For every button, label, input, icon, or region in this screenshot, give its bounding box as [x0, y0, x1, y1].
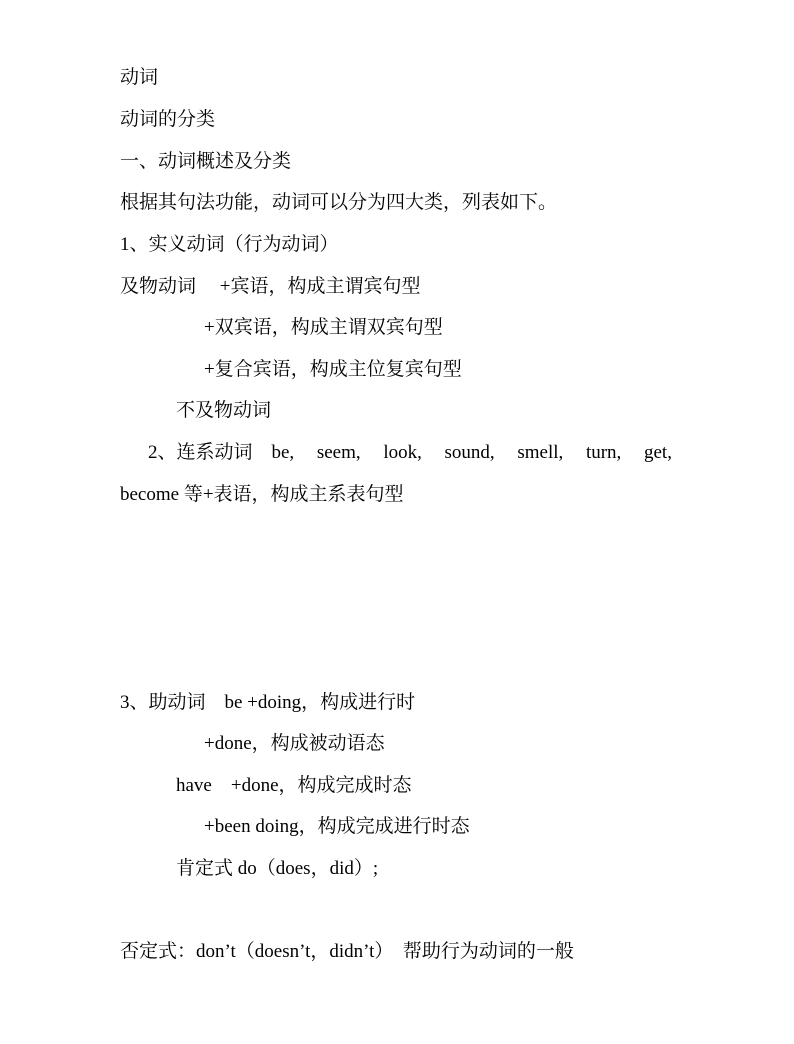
transitive-verb-line: 及物动词 +宾语，构成主谓宾句型 — [120, 276, 421, 297]
list-item-1: 1、实义动词（行为动词） — [120, 234, 339, 255]
auxiliary-verb-line: 3、助动词 be +doing，构成进行时 — [120, 692, 416, 713]
double-object-line: +双宾语，构成主谓双宾句型 — [204, 317, 443, 338]
linking-verb-part: get, — [643, 442, 672, 463]
negative-form-line: 否定式：don’t（doesn’t，didn’t） 帮助行为动词的一般 — [120, 941, 574, 962]
section-heading: 动词的分类 — [120, 109, 216, 130]
linking-verb-part: turn, — [585, 442, 622, 463]
complex-object-line: +复合宾语，构成主位复宾句型 — [204, 359, 462, 380]
affirmative-form-line: 肯定式 do（does，did）; — [176, 858, 379, 879]
linking-verb-part: look, — [383, 442, 422, 463]
linking-verb-part: 2、连系动词 be, — [148, 442, 295, 463]
intransitive-verb-line: 不及物动词 — [176, 400, 272, 421]
perfect-progressive-line: +been doing，构成完成进行时态 — [204, 816, 470, 837]
linking-verb-part: sound, — [444, 442, 495, 463]
paragraph-intro: 根据其句法功能，动词可以分为四大类，列表如下。 — [120, 192, 558, 213]
linking-verb-part: smell, — [517, 442, 564, 463]
linking-verb-line — [148, 441, 672, 465]
linking-verb-part: seem, — [316, 442, 361, 463]
doc-title: 动词 — [120, 67, 159, 88]
passive-voice-line: +done，构成被动语态 — [204, 733, 385, 754]
linking-verb-continuation: become 等+表语，构成主系表句型 — [120, 484, 404, 505]
subsection-heading: 一、动词概述及分类 — [120, 151, 292, 172]
perfect-tense-line: have +done，构成完成时态 — [176, 775, 412, 796]
